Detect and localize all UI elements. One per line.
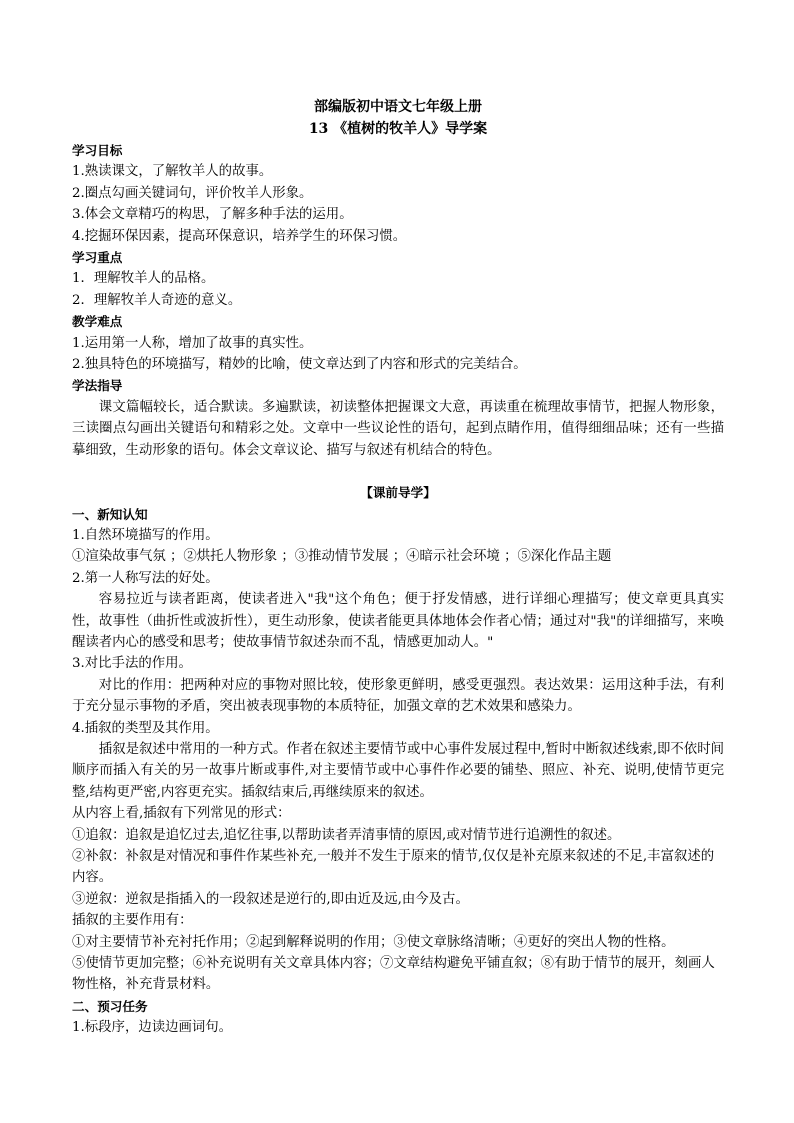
role-item: ①对主要情节补充衬托作用；②起到解释说明的作用；③使文章脉络清晰；④更好的突出人物的性格。 xyxy=(72,934,675,950)
doc-title-line1: 部编版初中语文七年级上册 xyxy=(314,99,482,115)
question-3: 3.对比手法的作用。 xyxy=(72,656,192,672)
difficulties-heading: 教学难点 xyxy=(72,314,123,330)
answer-2: 容易拉近与读者距离，使读者进入"我"这个角色；便于抒发情感，进行详细心理描写；使文章更具真实性，故事性（曲折性或波折性），更生动形象，使读者能更具体地体会作者心情；通过对"我"的详细描写，来唤醒读者内心的感受和思考；使故事情节叙述杂而不乱，情感更加动人。" xyxy=(72,592,724,650)
answer-4: 插叙是叙述中常用的一种方式。作者在叙述主要情节或中心事件发展过程中,暂时中断叙述线索,即不依时间顺序而插入有关的另一故事片断或事件,对主要情节或中心事件作必要的铺垫、照应、补充、说明,使情节更完整,结构更严密,内容更充实。插叙结束后,再继续原来的叙述。 xyxy=(72,741,724,800)
key-point-item: 1．理解牧羊人的品格。 xyxy=(72,271,215,287)
question-2: 2.第一人称写法的好处。 xyxy=(72,570,219,586)
answer-3: 对比的作用：把两种对应的事物对照比较，使形象更鲜明，感受更强烈。表达效果：运用这种手法，有利于充分显示事物的矛盾，突出被表现事物的本质特征，加强文章的艺术效果和感染力。 xyxy=(72,677,724,715)
goal-item: 2.圈点勾画关键词句，评价牧羊人形象。 xyxy=(72,185,313,201)
preclass-heading: 【课前导学】 xyxy=(360,485,436,501)
goals-heading: 学习目标 xyxy=(72,143,123,158)
form-item: ②补叙：补叙是对情况和事件作某些补充,一般并不发生于原来的情节,仅仅是补充原来叙述的不足,丰富叙述的内容。 xyxy=(72,849,715,886)
form-item: ①追叙：追叙是追忆过去,追忆往事,以帮助读者弄清事情的原因,或对情节进行追溯性的叙述。 xyxy=(72,827,621,843)
spacer xyxy=(72,461,724,482)
goal-item: 1.熟读课文，了解牧羊人的故事。 xyxy=(72,164,273,180)
question-1: 1.自然环境描写的作用。 xyxy=(72,527,219,543)
method-heading: 学法指导 xyxy=(72,378,123,394)
doc-title-line2: 13 《植树的牧羊人》导学案 xyxy=(308,121,488,137)
document-page xyxy=(72,96,724,1039)
question-4: 4.插叙的类型及其作用。 xyxy=(72,720,219,736)
difficulty-item: 1.运用第一人称，增加了故事的真实性。 xyxy=(72,335,313,351)
difficulty-item: 2.独具特色的环境描写，精妙的比喻，使文章达到了内容和形式的完美结合。 xyxy=(72,357,527,373)
answer-1: ①渲染故事气氛 ；②烘托人物形象 ；③推动情节发展 ；④暗示社会环境 ；⑤深化作品主题 xyxy=(72,549,612,565)
task-item: 1.标段序，边读边画词句。 xyxy=(72,1020,233,1036)
form-item: ③逆叙：逆叙是指插入的一段叙述是逆行的,即由近及远,由今及古。 xyxy=(72,891,469,907)
forms-intro: 从内容上看,插叙有下列常见的形式： xyxy=(72,806,291,822)
goal-item: 3.体会文章精巧的构思，了解多种手法的运用。 xyxy=(72,207,353,223)
key-point-item: 2．理解牧羊人奇迹的意义。 xyxy=(72,292,242,308)
roles-intro: 插叙的主要作用有： xyxy=(72,913,193,929)
goal-item: 4.挖掘环保因素，提高环保意识，培养学生的环保习惯。 xyxy=(72,228,407,244)
section1-heading: 一、新知认知 xyxy=(72,506,148,522)
role-item: ⑤使情节更加完整；⑥补充说明有关文章具体内容；⑦文章结构避免平铺直叙；⑧有助于情节的展开，刻画人物性格，补充背景材料。 xyxy=(72,956,715,993)
key-points-heading: 学习重点 xyxy=(72,250,123,266)
method-paragraph: 课文篇幅较长，适合默读。多遍默读，初读整体把握课文大意，再读重在梳理故事情节，把握人物形象，三读圈点勾画出关键语句和精彩之处。文章中一些议论性的语句，起到点睛作用，值得细细品味；还有一些描摹细致，生动形象的语句。体会文章议论、描写与叙述有机结合的特色。 xyxy=(72,399,724,458)
section2-heading: 二、预习任务 xyxy=(72,998,148,1014)
